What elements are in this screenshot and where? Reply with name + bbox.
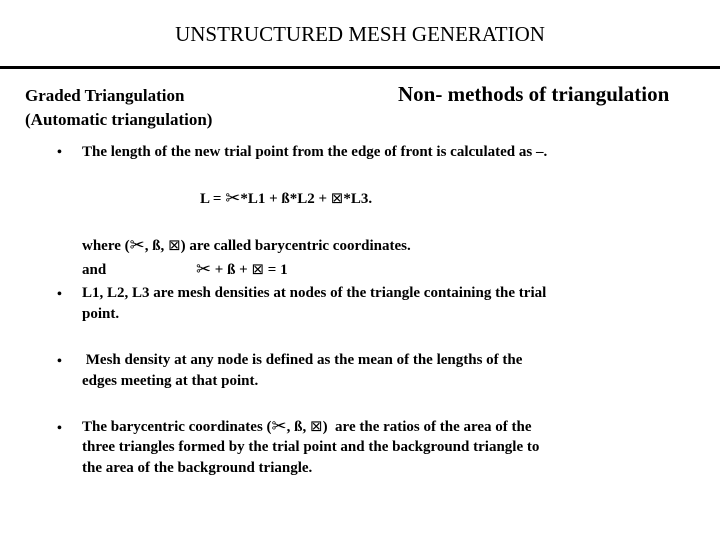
bullet-4-line1-b: , ß,	[286, 419, 307, 435]
length-formula	[200, 188, 372, 210]
barycentric-definition	[82, 235, 411, 257]
formula-prefix: L =	[200, 191, 222, 207]
envelope-x-icon: ⊠	[251, 260, 265, 278]
bullet-4-line3: the area of the background triangle.	[82, 460, 313, 476]
bullet-1-text: The length of the new trial point from the edge of front is calculated as –.	[82, 144, 548, 160]
barycentric-sum	[82, 259, 288, 281]
bullet-4-marker: •	[57, 421, 62, 436]
bullet-2-line2-b: + ß +	[214, 262, 248, 278]
title-divider	[0, 66, 720, 69]
formula-mid: *L1 + ß*L2 +	[240, 191, 328, 207]
subtitle-left-line2: (Automatic triangulation)	[25, 110, 213, 129]
subtitle-left	[25, 84, 212, 132]
subtitle-left-line1: Graded Triangulation	[25, 86, 185, 105]
bullet-4-line1-a: The barycentric coordinates (	[82, 419, 272, 435]
envelope-x-icon: ⊠	[330, 189, 344, 207]
scissors-icon: ✂	[195, 259, 212, 280]
bullet-4-line2: three triangles formed by the trial point and the background triangle to	[82, 439, 540, 455]
formula-suffix: *L3.	[343, 191, 373, 207]
subtitle-right: Non- methods of triangulation	[398, 82, 670, 106]
scissors-icon: ✂	[129, 235, 145, 256]
bullet-2-line3: L1, L2, L3 are mesh densities at nodes of the triangle containing the trial	[82, 285, 547, 301]
bullet-1-marker: •	[57, 145, 62, 160]
scissors-icon: ✂	[271, 416, 287, 437]
page-title: UNSTRUCTURED MESH GENERATION	[175, 22, 545, 46]
bullet-2-marker: •	[57, 287, 62, 302]
bullet-2-line1-b: , ß,	[144, 238, 165, 254]
bullet-4-line1	[82, 416, 532, 438]
envelope-x-icon: ⊠	[309, 417, 323, 435]
bullet-4-line1-c: ) are the ratios of the area of the	[322, 419, 532, 435]
bullet-2-line1-a: where (	[82, 238, 130, 254]
bullet-3-marker: •	[57, 354, 62, 369]
scissors-icon: ✂	[225, 188, 241, 209]
bullet-2-line1-c: ) are called barycentric coordinates.	[180, 238, 411, 254]
bullet-2-line2-a: and	[82, 262, 107, 278]
envelope-x-icon: ⊠	[168, 236, 181, 254]
bullet-3-line1: Mesh density at any node is defined as the mean of the lengths of the	[82, 352, 523, 368]
bullet-2-line2-c: = 1	[267, 262, 288, 278]
bullet-3-line2: edges meeting at that point.	[82, 373, 259, 389]
bullet-2-line4: point.	[82, 306, 120, 322]
